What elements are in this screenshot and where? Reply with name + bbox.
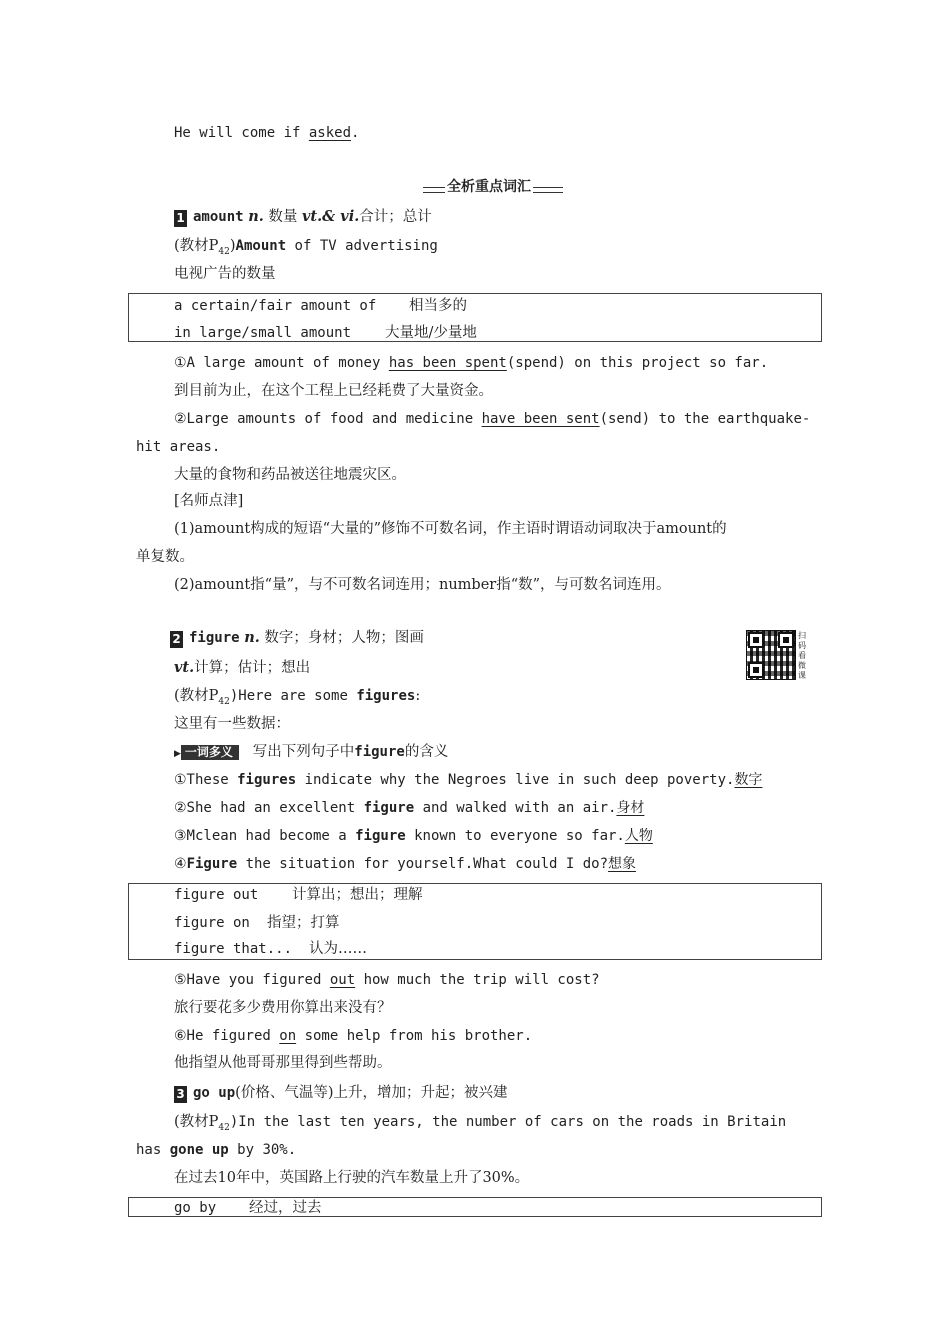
- example-translation: 到目前为止，在这个工程上已经耗费了大量资金。: [174, 383, 493, 399]
- number-badge: 3: [174, 1086, 187, 1103]
- example-translation: 大量的食物和药品被送往地震灾区。: [174, 467, 406, 483]
- word3-source-cont: has gone up by 30%.: [136, 1142, 297, 1158]
- example-sentence-cont: hit areas.: [136, 439, 221, 455]
- qr-code-icon[interactable]: [746, 630, 796, 680]
- word1-heading: 1 amount n. 数量 vt.& vi.合计；总计: [174, 207, 432, 227]
- section-title: 全析重点词汇: [423, 176, 563, 198]
- word2-source-cn: 这里有一些数据：: [174, 716, 290, 732]
- word2-heading-2: vt.计算；估计；想出: [174, 659, 311, 676]
- answer: 数字: [734, 772, 763, 788]
- headword: amount: [193, 209, 244, 225]
- sense-item: ④Figure the situation for yourself.What could I do?想象: [174, 856, 637, 872]
- answer: on: [279, 1028, 297, 1044]
- word3-source: (教材$P_{42})In$ the last ten years, the number of cars on the roads in Britain: [174, 1114, 787, 1133]
- answer: out: [329, 972, 356, 988]
- phrase-box: figure out 计算出；想出；理解 figure on 指望；打算 figure that... 认为……: [128, 883, 822, 960]
- qr-label: 扫码看微课: [798, 631, 806, 680]
- example-sentence: ⑥He figured on some help from his brother.: [174, 1028, 533, 1044]
- word3-heading: 3 go up(价格、气温等)上升，增加；升起；被兴建: [174, 1083, 507, 1103]
- word1-source-cn: 电视广告的数量: [174, 266, 276, 282]
- phrase-box: a certain/fair amount of 相当多的 in large/small amount 大量地/少量地: [128, 293, 822, 342]
- word1-source: (教材$P_{42})Amount$ of TV advertising: [174, 238, 438, 257]
- headword: figure: [189, 630, 240, 646]
- answer: has been spent: [388, 355, 507, 371]
- word2-source: (教材$P_{42})Here$ are some figures:: [174, 688, 421, 707]
- number-badge: 2: [170, 631, 183, 648]
- number-badge: 1: [174, 210, 187, 227]
- intro-line: He will come if asked.: [174, 125, 360, 141]
- phrase-box: go by 经过，过去: [128, 1197, 822, 1217]
- example-sentence: ②Large amounts of food and medicine have been sent(send) to the earthquake-: [174, 411, 811, 427]
- note-text: (1)amount构成的短语“大量的”修饰不可数名词，作主语时谓语动词取决于amount的: [174, 521, 727, 537]
- example-sentence: ⑤Have you figured out how much the trip will cost?: [174, 972, 600, 988]
- answer: have been sent: [481, 411, 600, 427]
- polysemy-instruction: ▶ 一词多义 写出下列句子中figure的含义: [174, 744, 449, 760]
- example-sentence: ①A large amount of money has been spent(spend) on this project so far.: [174, 355, 769, 371]
- note-text-cont: 单复数。: [136, 549, 194, 565]
- answer: 人物: [624, 828, 653, 844]
- note-heading: [名师点津]: [174, 493, 244, 509]
- headword: go up: [193, 1085, 236, 1101]
- word3-source-cn: 在过去10年中，英国路上行驶的汽车数量上升了30%。: [174, 1170, 530, 1186]
- sense-item: ①These figures indicate why the Negroes live in such deep poverty.数字: [174, 772, 763, 788]
- example-translation: 旅行要花多少费用你算出来没有？: [174, 1000, 392, 1016]
- note-text: (2)amount指“量”，与不可数名词连用；number指“数”，与可数名词连用。: [174, 577, 671, 593]
- sense-item: ③Mclean had become a figure known to everyone so far.人物: [174, 828, 653, 844]
- answer: 想象: [608, 856, 637, 872]
- polysemy-tag: 一词多义: [181, 745, 239, 760]
- sense-item: ②She had an excellent figure and walked with an air.身材: [174, 800, 645, 816]
- answer: asked: [308, 125, 352, 141]
- example-translation: 他指望从他哥哥那里得到些帮助。: [174, 1055, 392, 1071]
- answer: 身材: [616, 800, 645, 816]
- word2-heading: 2 figure n. 数字；身材；人物；图画: [170, 628, 424, 648]
